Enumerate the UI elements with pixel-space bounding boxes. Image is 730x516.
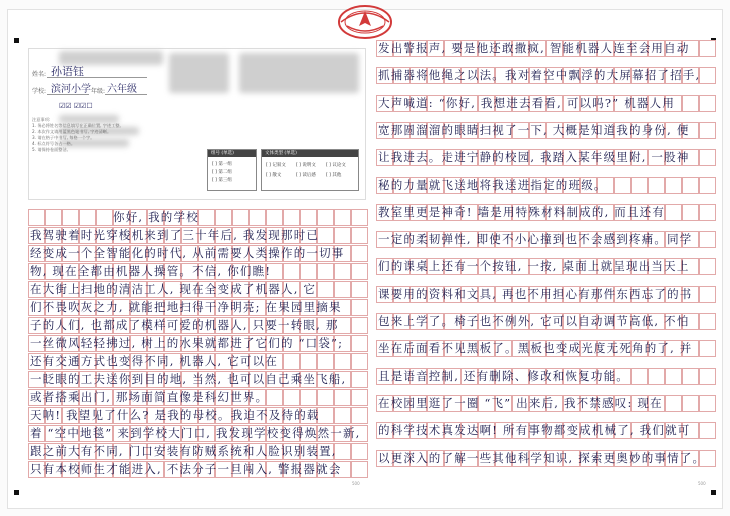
instruction-line: 1. 务必将姓名等信息填写在正确位置, 字迹工整。 [32,123,124,128]
grid-cell [631,177,648,194]
name-value: 孙语钰 [51,65,84,78]
essay-line: 还有交通方式也变得不同, 机器人, 它可以在 [30,354,279,368]
registration-mark [711,490,716,495]
grid-cell [648,177,665,194]
grid-cell [334,353,351,370]
grid-cell [232,209,249,226]
essay-line-row [376,204,716,221]
grid-cell [283,353,300,370]
essay-line-row [28,281,368,298]
grid-cell [665,368,682,385]
grid-cell [699,67,716,84]
group-select-box [207,149,257,191]
grid-cell [198,209,215,226]
grid-cell [699,204,716,221]
grid-cell [79,209,96,226]
group-option[interactable]: [ ] 第二组 [212,170,232,175]
essay-line: 我驾驶着时光穿梭机来到了三十年后, 我发现那时已 [30,228,320,242]
grid-cell [699,313,716,330]
marks-label [32,101,34,108]
essay-line-row [28,425,368,442]
grid-cell [45,209,62,226]
school-label: 学校: [32,88,47,95]
grid-cell [317,353,334,370]
essay-line: 一定的柔韧弹性, 即使不小心撞到也不会感到疼痛。同学 [378,232,693,247]
student-info-card [28,48,366,200]
group-box-title: 组号 (单选) [208,150,256,157]
genre-box-title: 文体类型 (单选) [262,150,358,157]
grid-cell [699,122,716,139]
grid-cell [317,263,334,280]
genre-option[interactable]: [ ] 散文 [266,173,282,178]
grid-cell [300,263,317,280]
school-emblem-icon [335,2,395,42]
grid-cell [351,335,368,352]
instruction-line: 2. 本次作文请用蓝黑色笔书写, 字迹清晰。 [32,129,112,134]
essay-line-row [376,368,716,385]
essay-line: 在校园里逛了一圈 “飞” 出来后, 我不禁感叹: 现在 [378,395,663,410]
grid-cell [682,204,699,221]
essay-line: 着 “空中地毯” 来到学校大门口, 我发现学校变得焕然一新, [30,426,361,440]
grid-cell [351,407,368,424]
genre-option[interactable]: [ ] 其他 [326,173,342,178]
grid-cell [334,389,351,406]
essay-line: 物, 现在全都由机器人操管。不信, 你们瞧! [30,264,272,278]
essay-line: 天呐! 我望见了什么? 是我的母校。我迫不及待的载 [30,408,320,422]
essay-line: 子的人们, 也都成了模样可爱的机器人, 只要一转眼, 那 [30,318,339,332]
grid-cell [334,281,351,298]
essay-line-row [28,353,368,370]
page-number: 500 [698,481,706,486]
grid-cell [317,281,334,298]
essay-line: 抓捕器将他绳之以法。我对着空中飘浮的大屏幕招了招手, [378,68,701,83]
left-manuscript-grid [28,209,368,481]
grid-cell [334,227,351,244]
grid-cell [614,177,631,194]
group-option[interactable]: [ ] 第三组 [212,178,232,183]
essay-line: 发出警报声, 要是他还敢撒疯, 智能机器人连至会用自动 [378,41,690,55]
essay-line: 的科学技术真发达啊! 所有事物都变成机械了, 我们就可 [378,423,691,438]
instruction-line: 5. 请保持卷面整洁。 [32,147,71,152]
grid-cell [351,461,368,478]
essay-line: 教室里更是神奇! 墙是用特殊材料制成的, 而且还有 [378,204,666,219]
grid-cell [648,368,665,385]
essay-line: 秘的力量就飞送地将我送进指定的班级。 [378,177,607,192]
grid-cell [351,353,368,370]
essay-line-row [28,245,368,262]
essay-line: 们的课桌上还有一个按钮, 一按, 桌面上就呈现出当天上 [378,259,690,274]
essay-line: 包来上学了。椅子也不例外, 它可以自动调节高低, 不怕 [378,314,690,328]
genre-option[interactable]: [ ] 说明文 [296,163,316,168]
essay-line: 宽那圆溜溜的眼睛扫视了一下, 大概是知道我的身份, 便 [378,122,690,137]
grid-cell [317,227,334,244]
essay-line-row [376,340,716,357]
essay-line: 跟之前大有不同, 门口安装有防贼系统和人脸识别装置, [30,444,337,458]
essay-line: 们不畏吹灰之力, 就能把地扫得干净明亮; 在果园里摘果 [30,300,342,314]
essay-line: 大声喊道: “你好, 我想进去看看, 可以吗?” 机器人用 [378,95,676,110]
grid-cell [699,395,716,412]
group-option[interactable]: [ ] 第一组 [212,162,232,167]
grid-cell [96,209,113,226]
essay-line-row [28,461,368,478]
essay-line-row [28,371,368,388]
essay-line: 在大街上扫地的清洁工人, 现在全变成了机器人, 它 [30,282,317,296]
grid-cell [283,389,300,406]
essay-line-row [376,286,716,303]
grid-cell [351,227,368,244]
essay-line-row [376,40,716,57]
essay-line: 让我进去。走进宁静的校园, 我踏入某年级里附, 一股神 [378,150,690,165]
essay-line-row [28,335,368,352]
genre-select-box [261,149,359,191]
grid-cell [631,368,648,385]
genre-option[interactable]: [ ] 议论文 [326,163,346,168]
essay-line-row [376,422,716,439]
essay-line-row [28,227,368,244]
grid-cell [699,149,716,166]
grid-cell [266,389,283,406]
grid-cell [351,281,368,298]
right-manuscript-grid [376,40,716,480]
grid-cell [317,389,334,406]
essay-line-row [376,149,716,166]
grid-cell [215,209,232,226]
grid-cell [351,299,368,316]
grid-cell [699,258,716,275]
essay-line-row [376,95,716,112]
grid-cell [334,209,351,226]
instruction-line: 注意事项: [32,117,51,122]
registration-mark [14,490,19,495]
page-number: 500 [352,481,360,486]
essay-line-row [376,122,716,139]
grid-cell [699,422,716,439]
name-label: 姓名: [32,71,47,78]
title-row [28,209,368,226]
essay-line: 坐在后面看不见黑板了。黑板也变成光度无死角的了, 并 [378,341,693,356]
grid-cell [249,209,266,226]
grade-label: 年级: [91,88,106,95]
essay-line: 一眨眼的工夫送你到目的地, 当然, 也可以自己乘坐飞船, [30,372,347,386]
instruction-line: 3. 请在格子中书写, 每格一个字。 [32,135,95,140]
grid-cell [62,209,79,226]
essay-line-row [28,263,368,280]
grid-cell [699,95,716,112]
instruction-line: 4. 标点符号各占一格。 [32,141,76,146]
grid-cell [699,340,716,357]
essay-line-row [28,317,368,334]
essay-line-row [28,299,368,316]
grid-cell [699,177,716,194]
genre-option[interactable]: [ ] 读后感 [296,173,316,178]
essay-line-row [28,443,368,460]
essay-line: 以更深入的了解一些其他科学知识, 探索更奥妙的事情了。 [378,450,706,465]
grid-cell [682,95,699,112]
grade-value: 六年级 [107,84,137,95]
essay-line-row [28,407,368,424]
essay-line-row [376,177,716,194]
grid-cell [665,395,682,412]
grid-cell [317,209,334,226]
essay-line: 只有本校师生才能进入, 不法分子一旦闯入, 警报器就会 [30,462,342,476]
essay-title: 你好, 我的学校 [113,210,199,224]
redacted-block [239,53,359,93]
grid-cell [351,317,368,334]
essay-line-row [28,389,368,406]
grid-cell [300,209,317,226]
grid-cell [28,209,45,226]
grid-cell [682,368,699,385]
essay-line: 且是语音控制, 还有删除、修改和恢复功能。 [378,368,630,383]
essay-line-row [376,395,716,412]
school-value: 滨河小学 [51,84,91,95]
grid-cell [300,389,317,406]
instructions [32,117,182,153]
grid-cell [699,40,716,57]
essay-line: 课要用的资料和文具, 再也不用担心有那件东西忘了的书 [378,286,693,301]
redacted-block [169,53,229,93]
grid-cell [699,368,716,385]
grid-cell [300,353,317,370]
grid-cell [351,371,368,388]
grid-cell [283,209,300,226]
grid-cell [283,263,300,280]
grid-cell [351,443,368,460]
grid-cell [699,286,716,303]
grid-cell [334,263,351,280]
essay-line-row [376,231,716,248]
grid-cell [351,389,368,406]
essay-line-row [376,258,716,275]
grid-cell [665,204,682,221]
grid-cell [351,209,368,226]
essay-line: 一丝微风轻轻拂过, 树上的水果就都进了它们的 “口袋”; [30,336,344,350]
grid-cell [699,231,716,248]
essay-line-row [376,450,716,467]
essay-line-row [376,67,716,84]
genre-option[interactable]: [ ] 记叙文 [266,163,286,168]
grid-cell [665,177,682,194]
essay-line: 经变成一个全智能化的时代, 从前需要人类操作的一切事 [30,246,345,260]
grid-cell [266,209,283,226]
registration-mark [14,38,19,43]
grid-cell [351,263,368,280]
essay-line-row [376,313,716,330]
grid-cell [334,407,351,424]
grid-cell [351,245,368,262]
marks-value: ☑☑ ☑☑☐ [59,102,93,110]
grid-cell [682,177,699,194]
grid-cell [682,395,699,412]
essay-line: 或者搭乘出门, 那场面简直像是科幻世界。 [30,390,269,404]
